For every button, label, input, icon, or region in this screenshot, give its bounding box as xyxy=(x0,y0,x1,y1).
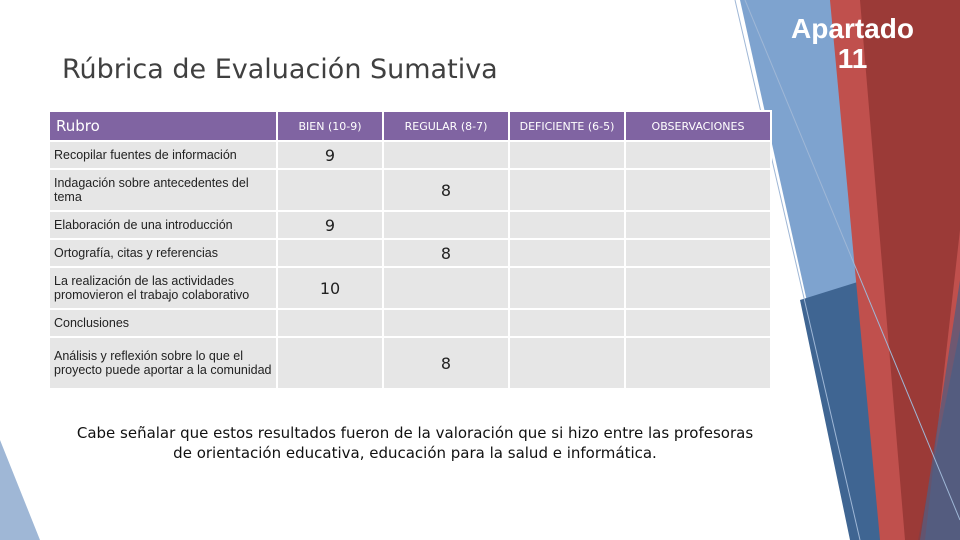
score-regular xyxy=(383,211,509,239)
score-deficiente xyxy=(509,337,625,389)
table-row xyxy=(49,211,771,239)
score-regular xyxy=(383,141,509,169)
header-regular: REGULAR (8-7) xyxy=(383,111,509,141)
table-row xyxy=(49,141,771,169)
score-bien xyxy=(277,239,383,267)
score-deficiente xyxy=(509,141,625,169)
score-regular: 8 xyxy=(383,337,509,389)
observaciones-cell xyxy=(625,239,771,267)
table-row xyxy=(49,267,771,309)
score-bien: 10 xyxy=(277,267,383,309)
header-observaciones: OBSERVACIONES xyxy=(625,111,771,141)
table-row xyxy=(49,239,771,267)
section-badge-number: 11 xyxy=(837,43,868,74)
header-rubro: Rubro xyxy=(49,111,277,141)
score-bien xyxy=(277,309,383,337)
observaciones-cell xyxy=(625,309,771,337)
criterion-cell: Indagación sobre antecedentes del tema xyxy=(49,169,277,211)
criterion-cell: Elaboración de una introducción xyxy=(49,211,277,239)
score-deficiente xyxy=(509,211,625,239)
header-deficiente: DEFICIENTE (6-5) xyxy=(509,111,625,141)
footnote-text: Cabe señalar que estos resultados fueron de la valoración que si hizo entre las profesoras de orientación educativa, educación para la salud e informática. xyxy=(76,424,754,462)
deco-bottom-left-triangle xyxy=(0,440,40,540)
score-deficiente xyxy=(509,309,625,337)
table-row xyxy=(49,309,771,337)
criterion-cell: Ortografía, citas y referencias xyxy=(49,239,277,267)
section-badge-label: Apartado xyxy=(791,13,914,44)
score-regular xyxy=(383,309,509,337)
score-deficiente xyxy=(509,169,625,211)
criterion-cell: La realización de las actividades promovieron el trabajo colaborativo xyxy=(49,267,277,309)
score-bien: 9 xyxy=(277,141,383,169)
table-row xyxy=(49,337,771,389)
criterion-cell: Recopilar fuentes de información xyxy=(49,141,277,169)
observaciones-cell xyxy=(625,169,771,211)
score-bien xyxy=(277,169,383,211)
score-deficiente xyxy=(509,267,625,309)
slide-title: Rúbrica de Evaluación Sumativa xyxy=(62,54,498,85)
criterion-cell: Análisis y reflexión sobre lo que el proyecto puede aportar a la comunidad xyxy=(49,337,277,389)
section-badge xyxy=(765,14,940,74)
table-row xyxy=(49,169,771,211)
table-header-row xyxy=(49,111,771,141)
observaciones-cell xyxy=(625,337,771,389)
observaciones-cell xyxy=(625,211,771,239)
score-regular: 8 xyxy=(383,239,509,267)
rubric-table xyxy=(48,110,772,390)
observaciones-cell xyxy=(625,141,771,169)
score-deficiente xyxy=(509,239,625,267)
criterion-cell: Conclusiones xyxy=(49,309,277,337)
score-bien: 9 xyxy=(277,211,383,239)
header-bien: BIEN (10-9) xyxy=(277,111,383,141)
score-regular xyxy=(383,267,509,309)
score-bien xyxy=(277,337,383,389)
score-regular: 8 xyxy=(383,169,509,211)
observaciones-cell xyxy=(625,267,771,309)
